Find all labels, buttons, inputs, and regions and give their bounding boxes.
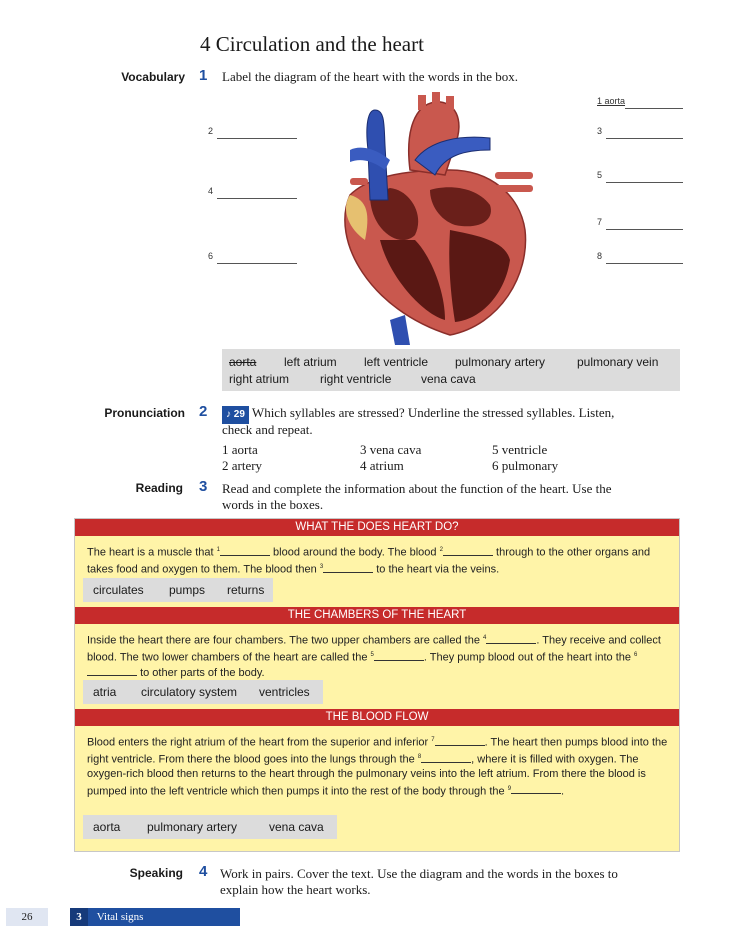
diagram-label-5: 5 <box>597 170 603 180</box>
answer-blank-1[interactable] <box>220 545 270 556</box>
label-line-8 <box>606 263 683 264</box>
reading-word-box-2 <box>83 680 323 704</box>
answer-blank-8[interactable] <box>421 752 471 763</box>
label-line-2 <box>217 138 297 139</box>
answer-blank-9[interactable] <box>511 783 561 794</box>
list-item: 2 artery <box>222 458 263 473</box>
word-box-item: right atrium <box>229 372 290 386</box>
pronunciation-list <box>222 442 682 476</box>
diagram-label-4: 4 <box>208 186 214 196</box>
page-number: 26 <box>6 908 48 926</box>
diagram-label-2: 2 <box>208 126 214 136</box>
vocabulary-instruction: Label the diagram of the heart with the words in the box. <box>222 69 519 84</box>
answer-blank-5[interactable] <box>374 650 424 661</box>
label-line-7 <box>606 229 683 230</box>
word-box-item: pulmonary vein <box>577 355 659 369</box>
pronunciation-instruction-line2: check and repeat. <box>222 422 313 437</box>
reading-panel <box>74 518 680 852</box>
text-run: . They receive and collect blood. The two lower chambers of the heart are called the <box>87 634 661 664</box>
diagram-label-8: 8 <box>597 251 603 261</box>
reading-heading-function: WHAT THE DOES HEART DO? <box>75 519 679 536</box>
word-box-item: pulmonary artery <box>147 820 238 834</box>
label-line-5 <box>606 182 683 183</box>
unit-title: Vital signs <box>96 911 144 923</box>
reading-paragraph-function: The heart is a muscle that $^1$ blood around the body. The blood $^2$ through to the other organs and takes food and oxygen to them. The blood then $^3$ to the heart via the veins. <box>87 546 651 576</box>
page-title: 4 Circulation and the heart <box>200 32 424 56</box>
section-label-reading: Reading <box>135 481 183 495</box>
text-run: . <box>561 785 565 798</box>
reading-word-box-1 <box>83 578 273 602</box>
reading-paragraph-blood-flow: Blood enters the right atrium of the heart from the superior and inferior $^7$ . The heart then pumps blood into the right ventricle. From there the blood goes into the lungs through the $^8$ , where it is filled with oxygen. The oxygen-rich blood then returns to the heart through the pulmonary veins into the left atrium. From there the blood is pumped into the left ventricle which then pumps it into the rest of the body through the $^9$ . <box>87 736 668 798</box>
answer-blank-2[interactable] <box>443 545 493 556</box>
word-box-item: vena cava <box>421 372 476 386</box>
exercise-number-1: 1 <box>199 67 208 84</box>
pronunciation-instruction-line1: Which syllables are stressed? Underline the stressed syllables. Listen, <box>251 405 615 420</box>
diagram-label-7: 7 <box>597 217 603 227</box>
unit-footer-bar <box>70 908 240 926</box>
word-box-item: returns <box>227 583 265 597</box>
word-box-item: ventricles <box>259 685 310 699</box>
reading-word-box-3 <box>83 815 337 839</box>
label-line-1 <box>625 108 683 109</box>
word-box-item: pumps <box>169 583 206 597</box>
reading-heading-blood-flow: THE BLOOD FLOW <box>75 709 679 726</box>
reading-heading-chambers: THE CHAMBERS OF THE HEART <box>75 607 679 624</box>
speaking-instruction-line2: explain how the heart works. <box>220 882 371 897</box>
vocabulary-word-box <box>222 349 680 391</box>
word-box-item: left atrium <box>284 355 337 369</box>
reading-paragraph-chambers: Inside the heart there are four chambers. The two upper chambers are called the $^4$ . They receive and collect blood. The two lower chambers of the heart are called the $^5$ . They pump blood out of the heart into the $^6$ to other parts of the body. <box>87 634 661 680</box>
text-run: , where it is filled with oxygen. The oxygen-rich blood then returns to the heart through the pulmonary veins into the left atrium. From there the blood is pumped into the left ventricle which then pumps it into the rest of the body through the <box>87 753 646 798</box>
heart-illustration <box>200 90 690 345</box>
label-line-6 <box>217 263 297 264</box>
text-run: to other parts of the body. <box>140 667 265 680</box>
list-item: 6 pulmonary <box>492 458 559 473</box>
exercise-number-3: 3 <box>199 478 208 495</box>
audio-track-number: 29 <box>233 409 245 420</box>
text-run: The heart is a muscle that <box>87 546 214 559</box>
section-label-speaking: Speaking <box>129 866 183 880</box>
text-run: Inside the heart there are four chambers. The two upper chambers are called the <box>87 634 480 647</box>
answer-blank-4[interactable] <box>486 633 536 644</box>
reading-instruction-line1: Read and complete the information about the function of the heart. Use the <box>222 481 612 496</box>
audio-track-badge[interactable]: ♪ 29 <box>222 406 249 424</box>
diagram-label-6: 6 <box>208 251 214 261</box>
diagram-label-3: 3 <box>597 126 603 136</box>
text-run: to the heart via the veins. <box>376 563 500 576</box>
answer-blank-6[interactable] <box>87 665 137 676</box>
exercise-number-4: 4 <box>199 863 208 880</box>
reading-instruction-line2: words in the boxes. <box>222 497 324 512</box>
diagram-label-1: 1 aorta <box>597 96 626 106</box>
text-run: Blood enters the right atrium of the heart from the superior and inferior <box>87 736 429 749</box>
word-box-item: aorta <box>93 820 121 834</box>
word-box-item: pulmonary artery <box>455 355 546 369</box>
list-item: 4 atrium <box>360 458 404 473</box>
section-label-pronunciation: Pronunciation <box>104 406 185 420</box>
answer-blank-7[interactable] <box>435 735 485 746</box>
word-box-item: left ventricle <box>364 355 429 369</box>
list-item: 1 aorta <box>222 442 258 457</box>
answer-blank-3[interactable] <box>323 562 373 573</box>
text-run: through to the other organs and takes food and oxygen to them. The blood then <box>87 546 651 576</box>
text-run: . The heart then pumps blood into the right ventricle. From there the blood goes into the lungs through the <box>87 736 668 766</box>
list-item: 5 ventricle <box>492 442 548 457</box>
section-label-vocabulary: Vocabulary <box>121 70 185 84</box>
word-box-item: circulatory system <box>141 685 238 699</box>
unit-number: 3 <box>70 908 88 926</box>
text-run: . They pump blood out of the heart into the <box>423 651 631 664</box>
word-box-item: circulates <box>93 583 144 597</box>
word-box-item: aorta <box>229 355 257 369</box>
heart-diagram <box>200 90 690 345</box>
word-box-item: atria <box>93 685 117 699</box>
word-box-item: right ventricle <box>320 372 392 386</box>
speaking-instruction-line1: Work in pairs. Cover the text. Use the diagram and the words in the boxes to <box>220 866 618 881</box>
label-line-4 <box>217 198 297 199</box>
text-run: blood around the body. The blood <box>273 546 437 559</box>
word-box-item: vena cava <box>269 820 324 834</box>
list-item: 3 vena cava <box>360 442 422 457</box>
label-line-3 <box>606 138 683 139</box>
exercise-number-2: 2 <box>199 403 208 420</box>
